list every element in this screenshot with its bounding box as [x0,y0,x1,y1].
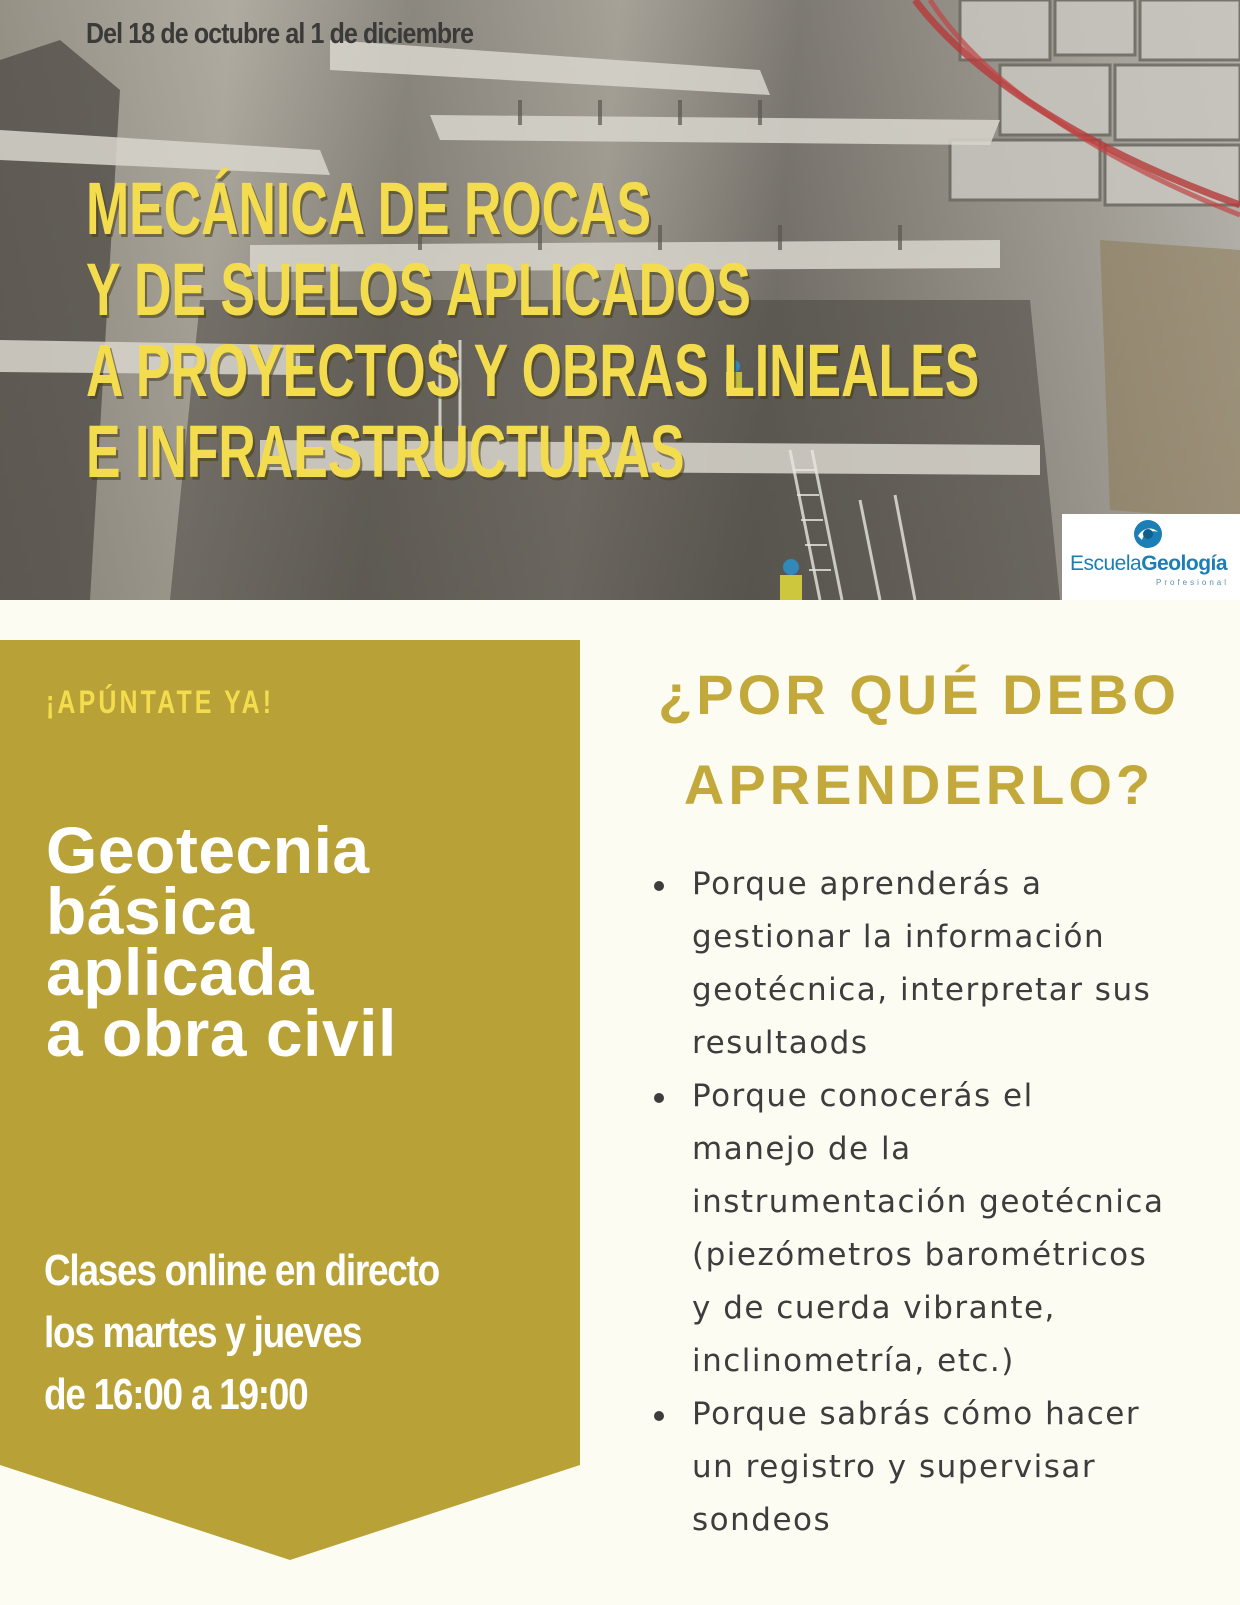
hero-title [86,168,979,492]
geology-wave-logo-icon [1132,518,1164,550]
bullet-icon [654,1093,664,1103]
why-heading-line: ¿POR QUÉ DEBO [658,663,1180,726]
course-title-line: aplicada [46,935,315,1009]
class-schedule [44,1240,439,1426]
reason-line: manejo de la [692,1131,912,1167]
reason-line: un registro y supervisar [692,1449,1097,1485]
logo-wordmark [1070,552,1227,576]
why-learn-heading [624,650,1214,830]
schedule-line: Clases online en directo [44,1246,439,1295]
course-title [46,813,397,1070]
course-title-line: a obra civil [46,996,397,1070]
logo-name-light: Escuela [1070,552,1142,575]
course-title-line: básica [46,874,255,948]
reason-line: instrumentación geotécnica [692,1184,1165,1220]
reason-line: Porque conocerás el [692,1078,1034,1114]
schedule-line: de 16:00 a 19:00 [44,1370,308,1419]
signup-call-to-action: ¡APÚNTATE YA! [46,684,275,720]
reason-item [650,1070,1220,1388]
school-logo [1062,514,1240,600]
hero-banner [0,0,1240,600]
hero-title-line: Y DE SUELOS APLICADOS [86,248,751,331]
reason-line: inclinometría, etc.) [692,1343,1015,1379]
reason-line: sondeos [692,1502,832,1538]
schedule-line: los martes y jueves [44,1308,362,1357]
reason-item [650,1388,1220,1547]
logo-subtitle: Profesional [1156,578,1230,587]
course-dates: Del 18 de octubre al 1 de diciembre [86,18,474,50]
why-heading-line: APRENDERLO? [683,753,1155,816]
reason-line: Porque aprenderás a [692,866,1043,902]
hero-title-line: E INFRAESTRUCTURAS [86,410,685,493]
reason-line: Porque sabrás cómo hacer [692,1396,1141,1432]
hero-title-line: A PROYECTOS Y OBRAS LINEALES [86,329,980,412]
course-title-line: Geotecnia [46,813,370,887]
reason-line: resultaods [692,1025,869,1061]
hero-title-line: MECÁNICA DE ROCAS [86,167,652,250]
logo-name-bold: Geología [1141,552,1228,575]
reasons-list [650,858,1220,1547]
reason-line: y de cuerda vibrante, [692,1290,1056,1326]
bullet-icon [654,881,664,891]
reason-line: geotécnica, interpretar sus [692,972,1152,1008]
reason-line: gestionar la información [692,919,1106,955]
reason-item [650,858,1220,1070]
bullet-icon [654,1411,664,1421]
reason-line: (piezómetros barométricos [692,1237,1148,1273]
